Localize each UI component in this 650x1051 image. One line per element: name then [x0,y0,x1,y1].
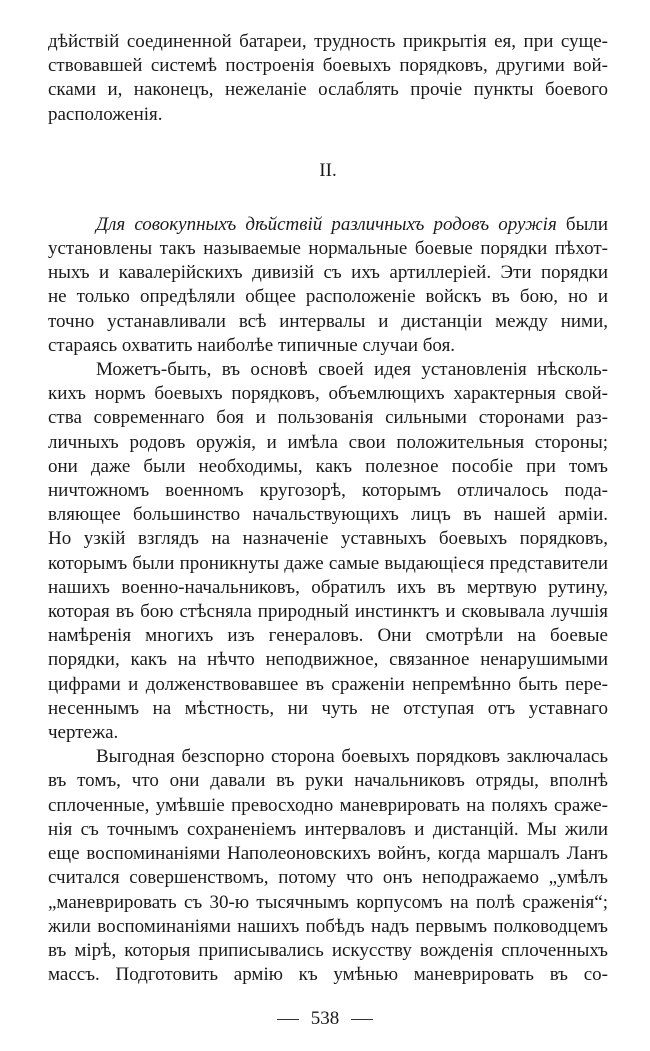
text-line: ства современнаго боя и пользованія сильными сторонами раз- [48,407,608,429]
text-line: порядки, какъ на нѣчто неподвижное, связанное ненарушимыми [48,649,608,671]
dash-right [351,1019,373,1020]
text-line: еще воспоминаніями Наполеоновскихъ войнъ, когда маршалъ Ланъ [48,843,608,865]
text-line: которая въ бою стѣсняла природный инстинктъ и сковывала лучшія [48,601,608,623]
text-line: нашихъ военно-начальниковъ, обратилъ ихъ въ мертвую рутину, [48,576,608,598]
text-line: расположенія. [48,103,163,125]
text-line: Выгодная безспорно сторона боевыхъ порядковъ заключалась [96,746,608,768]
text-line: несеннымъ на мѣстность, ни чуть не отступая отъ уставнаго [48,697,608,719]
text-line: сплоченные, умѣвшіе превосходно маневрировать на поляхъ сраже- [48,794,608,816]
text-line: не только опредѣляли общее расположеніе войскъ въ бою, но и [48,286,608,308]
section-heading: II. [319,159,337,181]
text-line: намѣренія многихъ изъ генераловъ. Они смотрѣли на боевые [48,625,608,647]
text-line: стараясь охватить наиболѣе типичные случаи боя. [48,334,456,356]
text-line: ствовавшей системѣ построенія боевыхъ порядковъ, другими вой- [48,55,608,77]
text-line: точно устанавливали всѣ интервалы и дистанціи между ними, [48,310,608,332]
page-number: 538 [310,1008,340,1030]
page-column [48,0,608,1051]
page-number-footer [0,1007,650,1051]
text-line: въ томъ, что они давали въ руки начальниковъ отряды, вполнѣ [48,770,608,792]
text-line: вляющее большинство начальствующихъ лицъ въ нашей арміи. [48,504,608,526]
text-line: считался совершенствомъ, потому что онъ неподражаемо „умѣлъ [48,867,608,889]
text-line: ныхъ и кавалерійскихъ дивизій съ ихъ артиллеріей. Эти порядки [48,262,608,284]
top-paragraph [48,30,608,127]
italic-phrase: Для совокупныхъ дѣйствій различныхъ родовъ оружія [96,213,557,235]
text-line: которымъ были проникнуты даже самые выдающіеся представители [48,552,608,574]
dash-left [277,1019,299,1020]
section-body [48,213,608,988]
text-line: они даже были необходимы, какъ полезное пособіе при томъ [48,455,608,477]
text-line: массъ. Подготовить армію къ умѣнью маневрировать въ со- [48,964,608,986]
text-line: Можетъ-быть, въ основѣ своей идея установленія нѣсколь- [96,359,608,381]
first-line-rest: были [565,213,608,235]
text-line: кихъ нормъ боевыхъ порядковъ, объемлющихъ характерныя свой- [48,383,608,405]
text-line: личныхъ родовъ оружія, и имѣла свои положительныя стороны; [48,431,608,453]
text-line: въ мірѣ, которыя приписывались искусству вожденія сплоченныхъ [48,939,608,961]
text-line: Но узкій взглядъ на назначеніе уставныхъ боевыхъ порядковъ, [48,528,608,550]
text-line: жили воспоминаніями нашихъ побѣдъ надъ первымъ полководцемъ [48,915,608,937]
text-line: ничтожномъ военномъ кругозорѣ, которымъ отличалось пода- [48,480,608,502]
text-line: чертежа. [48,722,119,744]
text-line: нія съ точнымъ сохраненіемъ интерваловъ и дистанцій. Мы жили [48,818,608,840]
text-line: „маневрировать съ 30-ю тысячнымъ корпусомъ на полѣ сраженія“; [48,891,608,913]
text-line: дѣйствій соединенной батареи, трудность прикрытія ея, при суще- [48,31,608,52]
text-line: установлены такъ называемые нормальные боевые порядки пѣхот- [48,238,608,260]
text-line-first [48,213,608,237]
text-line: цифрами и долженствовавшее въ сраженіи непремѣнно быть пере- [48,673,608,695]
text-line: сками и, наконецъ, нежеланіе ослаблять прочіе пункты боевого [48,79,608,101]
